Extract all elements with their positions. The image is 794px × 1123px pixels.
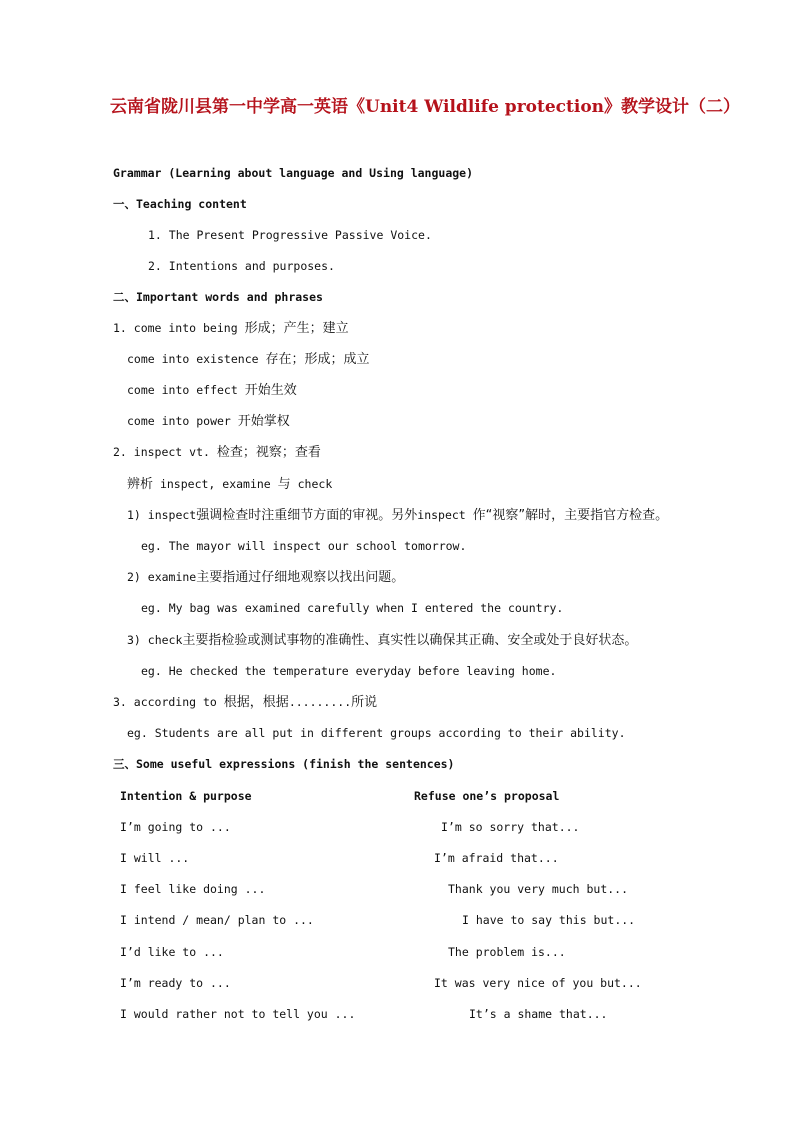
phrase-en: 3. according to	[113, 695, 217, 709]
point-cn: 主要指检验或测试事物的准确性、真实性以确保其正确、安全或处于良好状态。	[182, 633, 638, 648]
point-3-example: eg. He checked the temperature everyday before leaving home.	[141, 664, 557, 678]
col2-header: Refuse one’s proposal	[414, 789, 560, 803]
phrase-dots: .........	[288, 695, 352, 709]
distinguish-line	[127, 476, 332, 493]
section1-heading: 一、Teaching content	[113, 197, 247, 211]
phrase-cn2: 所说	[351, 695, 378, 710]
expression-right: I have to say this but...	[462, 913, 636, 927]
point-3	[127, 632, 637, 649]
distinguish-words: inspect, examine	[159, 477, 271, 491]
phrase-sub-1	[127, 351, 370, 368]
expression-right: Thank you very much but...	[448, 882, 629, 896]
point-cn: 强调检查时注重细节方面的审视。另外	[196, 508, 418, 523]
phrase-en: 1. come into being	[113, 321, 238, 335]
teaching-content-item-2: 2. Intentions and purposes.	[148, 259, 335, 273]
distinguish-word-check: check	[297, 477, 333, 491]
expression-left: I would rather not to tell you ...	[120, 1007, 356, 1021]
phrase-item-3	[113, 694, 377, 711]
point-en: 3) check	[127, 633, 183, 647]
phrase-cn: 存在；形成；成立	[265, 352, 370, 367]
grammar-heading: Grammar (Learning about language and Using language)	[113, 166, 474, 180]
expression-left: I’m ready to ...	[120, 976, 231, 990]
phrase-sub-2	[127, 382, 297, 399]
expression-left: I feel like doing ...	[120, 882, 266, 896]
point-2-example: eg. My bag was examined carefully when I entered the country.	[141, 601, 564, 615]
expression-right: I’m afraid that...	[434, 851, 559, 865]
col1-header: Intention & purpose	[120, 789, 252, 803]
distinguish-label: 辨析	[127, 477, 154, 492]
phrase-cn: 开始掌权	[237, 414, 290, 429]
point-1-example: eg. The mayor will inspect our school tomorrow.	[141, 539, 467, 553]
point-en: 2) examine	[127, 570, 197, 584]
phrase-item-1	[113, 320, 349, 337]
phrase-sub-3	[127, 413, 290, 430]
expression-left: I’m going to ...	[120, 820, 231, 834]
phrase-cn: 开始生效	[244, 383, 297, 398]
phrase-item-2	[113, 444, 321, 461]
teaching-content-item-1: 1. The Present Progressive Passive Voice.	[148, 228, 432, 242]
point-en2: inspect	[417, 508, 466, 522]
section2-heading: 二、Important words and phrases	[113, 290, 323, 304]
phrase-cn: 形成；产生；建立	[244, 321, 349, 336]
expression-right: It’s a shame that...	[469, 1007, 608, 1021]
phrase-item-3-example: eg. Students are all put in different groups according to their ability.	[127, 726, 626, 740]
expression-right: It was very nice of you but...	[434, 976, 642, 990]
point-cn: 主要指通过仔细地观察以找出问题。	[196, 570, 405, 585]
phrase-en: come into effect	[127, 383, 238, 397]
point-en: 1) inspect	[127, 508, 197, 522]
expression-left: I will ...	[120, 851, 190, 865]
point-cn2: 作“视察”解时，主要指官方检查。	[472, 508, 669, 523]
point-2	[127, 569, 404, 586]
phrase-cn: 检查；视察；查看	[216, 445, 321, 460]
phrase-en: 2. inspect vt.	[113, 445, 210, 459]
distinguish-and: 与	[277, 477, 291, 492]
point-1	[127, 507, 668, 524]
expression-left: I’d like to ...	[120, 945, 224, 959]
expression-right: The problem is...	[448, 945, 566, 959]
phrase-cn: 根据，根据	[223, 695, 289, 710]
section3-heading: 三、Some useful expressions (finish the sentences)	[113, 757, 455, 771]
expression-right: I’m so sorry that...	[441, 820, 580, 834]
phrase-en: come into existence	[127, 352, 259, 366]
phrase-en: come into power	[127, 414, 231, 428]
expression-left: I intend / mean/ plan to ...	[120, 913, 314, 927]
page-title: 云南省陇川县第一中学高一英语《Unit4 Wildlife protection》教学设计（二）	[110, 97, 741, 117]
